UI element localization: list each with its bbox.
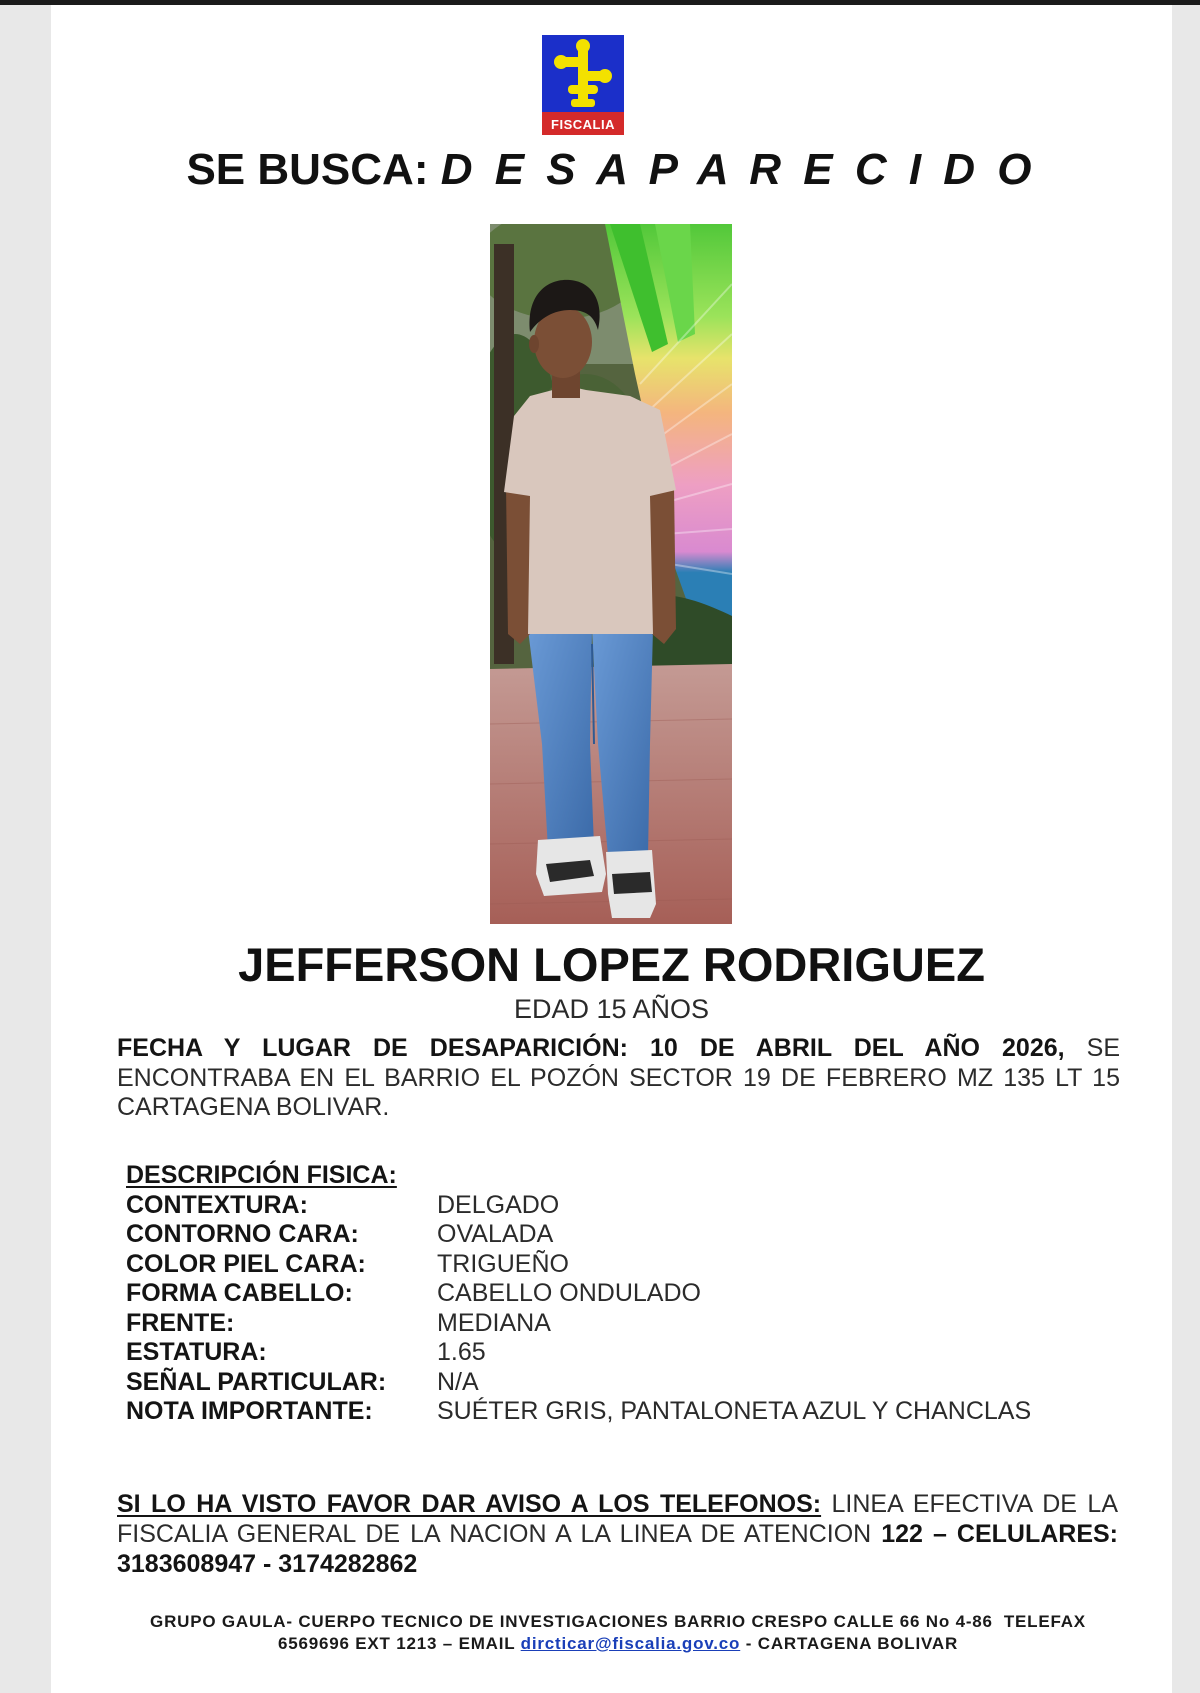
contact-text-1: LINEA EFECTIVA DE LA: [831, 1490, 1118, 1518]
contact-info: [117, 1489, 1118, 1579]
description-value: MEDIANA: [437, 1308, 551, 1337]
disappearance-text-3: CARTAGENA BOLIVAR.: [117, 1093, 390, 1121]
description-row: [126, 1338, 1031, 1368]
contact-heading: SI LO HA VISTO FAVOR DAR AVISO A LOS TELEFONOS:: [117, 1490, 822, 1518]
description-value: 1.65: [437, 1338, 486, 1366]
person-name: JEFFERSON LOPEZ RODRIGUEZ: [238, 938, 985, 991]
contact-line-2: [117, 1519, 1118, 1549]
description-label: NOTA IMPORTANTE:: [126, 1397, 373, 1425]
description-row: [126, 1368, 1031, 1398]
description-row: [126, 1397, 1031, 1427]
footer-line-1: GRUPO GAULA- CUERPO TECNICO DE INVESTIGACIONES BARRIO CRESPO CALLE 66 No 4-86 TELEFAX: [150, 1612, 1086, 1631]
description-label: FRENTE:: [126, 1308, 235, 1337]
fiscalia-logo: [542, 35, 624, 135]
description-row: [126, 1220, 1031, 1250]
footer-line-2-prefix: 6569696 EXT 1213 – EMAIL: [277, 1634, 516, 1653]
description-row: [126, 1279, 1031, 1309]
title-prefix: SE BUSCA:: [186, 145, 429, 194]
footer-line-2-suffix: - CARTAGENA BOLIVAR: [745, 1634, 959, 1653]
contact-hotline: 122 – CELULARES:: [881, 1520, 1118, 1548]
disappearance-line-1: [117, 1034, 1120, 1064]
description-label: CONTEXTURA:: [126, 1190, 308, 1219]
logo-text: FISCALIA: [551, 117, 615, 132]
description-value: SUÉTER GRIS, PANTALONETA AZUL Y CHANCLAS: [437, 1397, 1032, 1425]
contact-phones: 3183608947 - 3174282862: [117, 1550, 418, 1578]
description-row: [126, 1191, 1031, 1221]
footer-contact: [40, 1611, 1196, 1655]
description-value: TRIGUEÑO: [437, 1249, 569, 1278]
description-label: CONTORNO CARA:: [126, 1220, 359, 1248]
description-value: DELGADO: [437, 1190, 560, 1219]
disappearance-line-3: [117, 1093, 1120, 1123]
contact-text-2: FISCALIA GENERAL DE LA NACION A LA LINEA DE ATENCION: [117, 1520, 872, 1548]
description-label: ESTATURA:: [126, 1338, 267, 1366]
description-value: OVALADA: [437, 1220, 554, 1248]
description-value: CABELLO ONDULADO: [437, 1279, 701, 1307]
description-heading: DESCRIPCIÓN FISICA:: [126, 1161, 397, 1189]
physical-description: [126, 1161, 1031, 1427]
disappearance-text-1: SE: [1086, 1034, 1120, 1062]
disappearance-line-2: [117, 1064, 1120, 1094]
disappearance-details: [117, 1034, 1120, 1123]
description-label: COLOR PIEL CARA:: [126, 1249, 366, 1278]
contact-line-1: [117, 1489, 1118, 1519]
description-label: FORMA CABELLO:: [126, 1279, 353, 1307]
description-value: N/A: [437, 1367, 479, 1396]
description-row: [126, 1309, 1031, 1339]
disappearance-text-2: ENCONTRABA EN EL BARRIO EL POZÓN SECTOR 19 DE FEBRERO MZ 135 LT 15: [117, 1063, 1120, 1092]
poster-title: [51, 144, 1172, 196]
person-age: EDAD 15 AÑOS: [513, 994, 710, 1024]
description-row: [126, 1250, 1031, 1280]
footer-line-2: [40, 1633, 1196, 1655]
email-link[interactable]: dircticar@fiscalia.gov.co: [520, 1634, 741, 1653]
title-status: D E S A P A R E C I D O: [440, 145, 1037, 194]
disappearance-label: FECHA Y LUGAR DE DESAPARICIÓN: 10 DE ABRIL DEL AÑO 2026,: [117, 1034, 1065, 1062]
missing-person-photo: [490, 224, 732, 924]
description-label: SEÑAL PARTICULAR:: [126, 1367, 387, 1396]
